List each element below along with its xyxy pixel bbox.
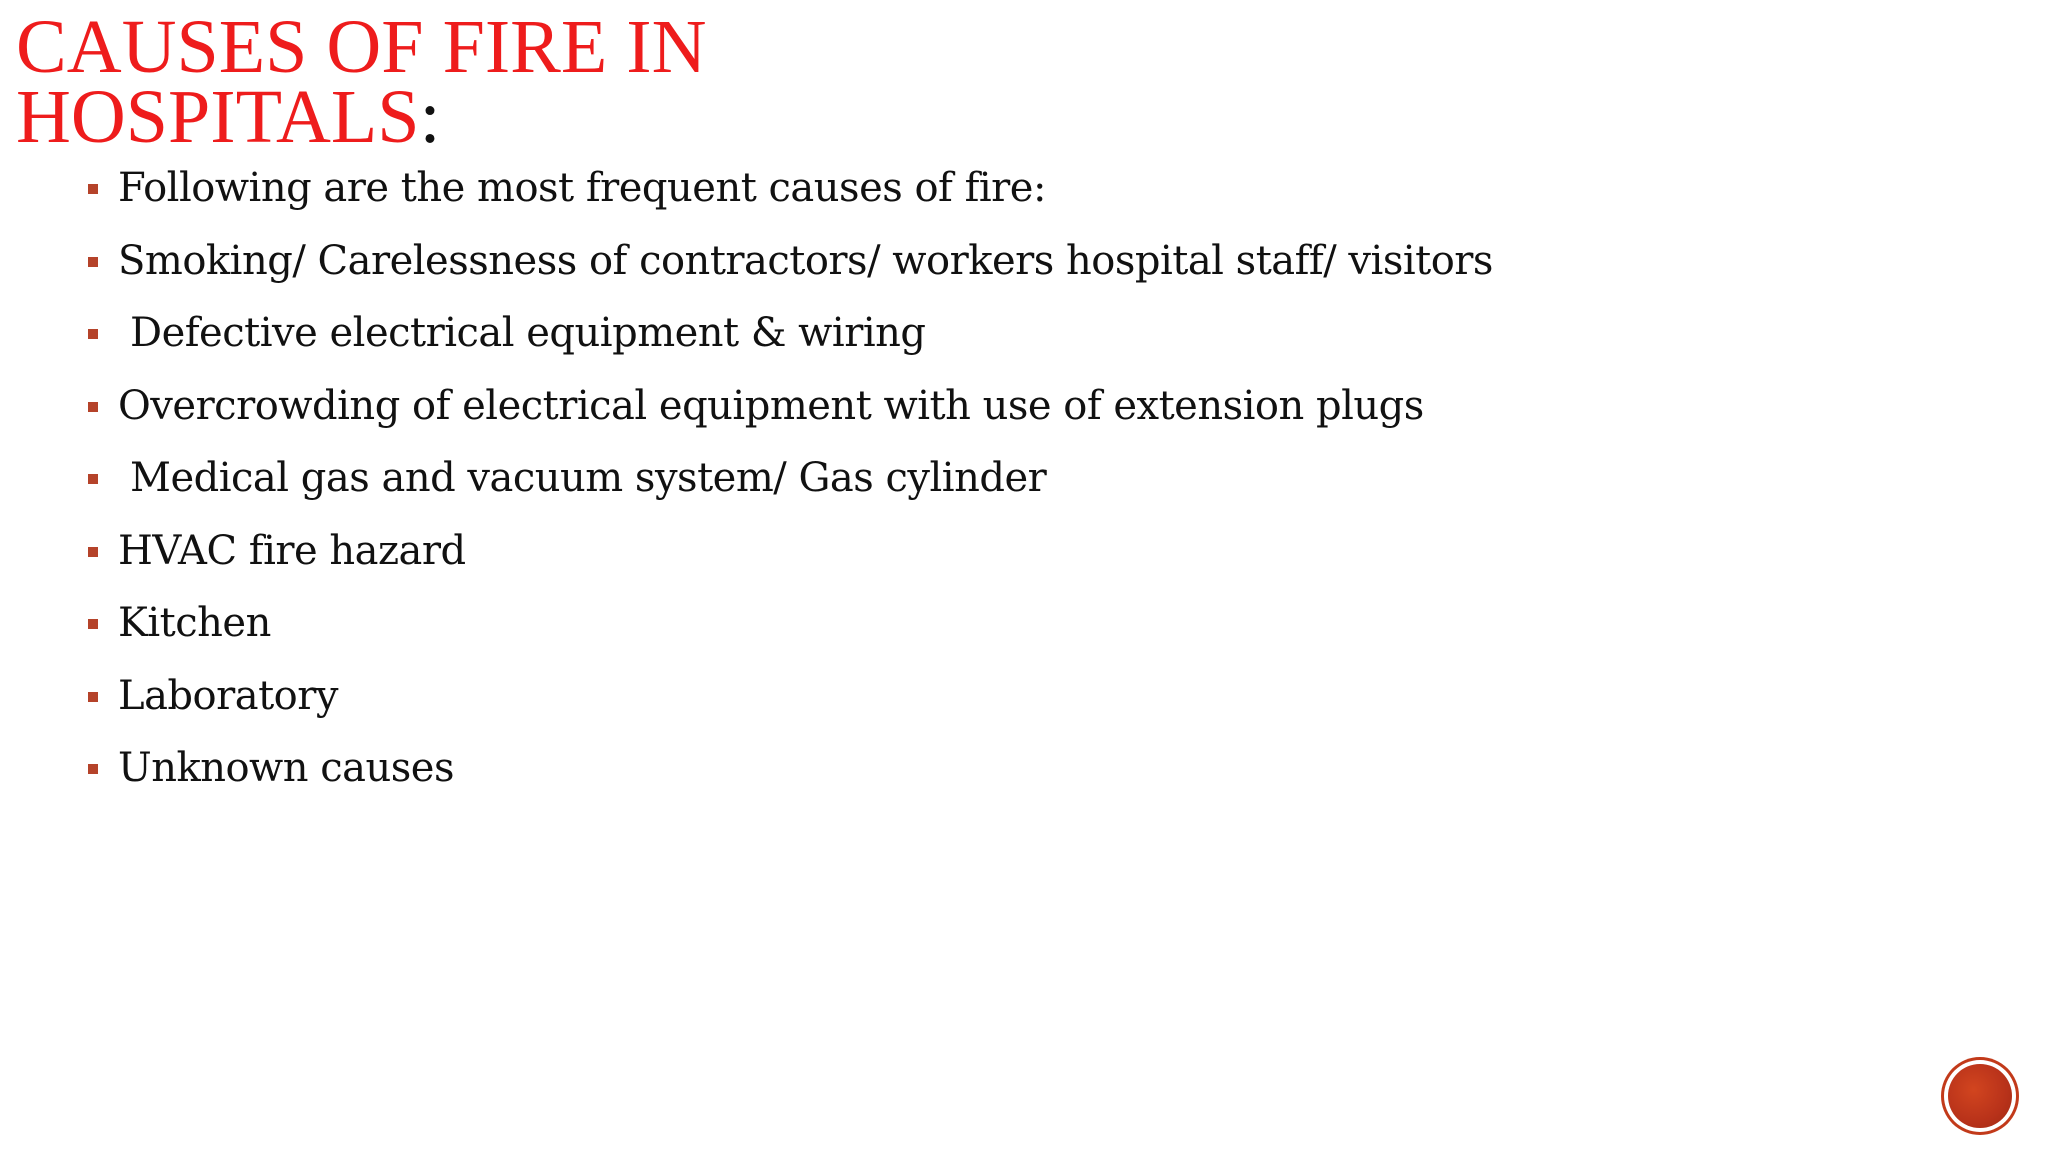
title-line-1: CAUSES OF FIRE IN	[16, 5, 707, 89]
list-item-text: Unknown causes	[118, 745, 455, 791]
bullet-marker-icon	[88, 474, 98, 484]
slide-nav-button[interactable]	[1944, 1060, 2016, 1132]
bullet-marker-icon	[88, 402, 98, 412]
circle-nav-icon	[1948, 1064, 2012, 1128]
bullet-marker-icon	[88, 764, 98, 774]
list-item-text: Medical gas and vacuum system/ Gas cylinder	[130, 455, 1047, 501]
title-line-2-text: HOSPITALS	[16, 75, 420, 159]
list-item-text: Laboratory	[118, 672, 338, 719]
bullet-marker-icon	[88, 184, 98, 194]
title-colon: :	[419, 75, 441, 159]
bullet-marker-icon	[88, 547, 98, 557]
bullet-marker-icon	[88, 257, 98, 267]
list-item-text: HVAC fire hazard	[118, 527, 466, 574]
bullet-marker-icon	[88, 619, 98, 629]
list-item-text: Following are the most frequent causes of fire:	[118, 165, 1046, 211]
list-item-text: Overcrowding of electrical equipment with use of extension plugs	[118, 382, 1424, 429]
title-line-2	[16, 75, 706, 159]
bullet-marker-icon	[88, 692, 98, 702]
list-item-text: Smoking/ Carelessness of contractors/ workers hospital staff/ visitors	[118, 237, 1493, 284]
list-item-text: Kitchen	[118, 600, 271, 646]
page-title	[16, 5, 707, 159]
bullet-marker-icon	[88, 329, 98, 339]
list-item-text: Defective electrical equipment & wiring	[130, 310, 926, 356]
